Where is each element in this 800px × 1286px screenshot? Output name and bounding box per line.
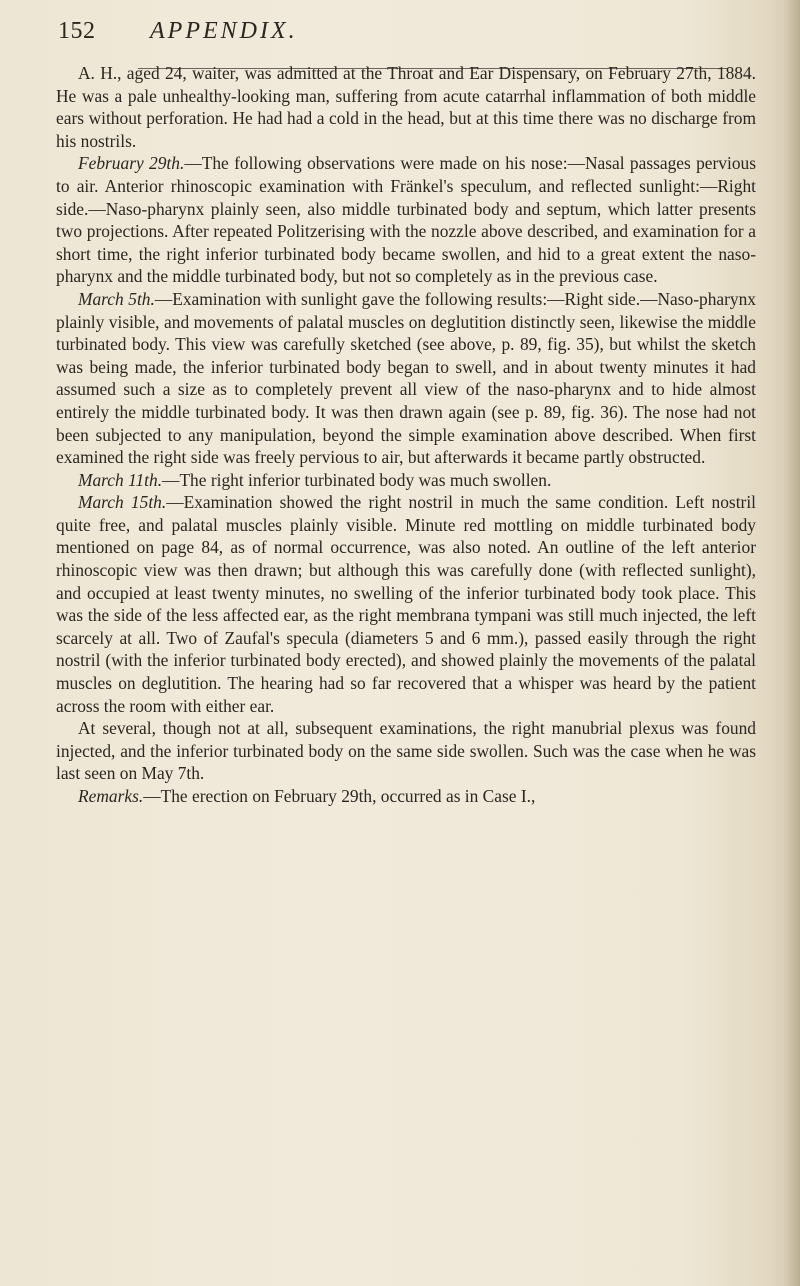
paragraph-march-15 — [56, 491, 756, 717]
paragraph-text: At several, though not at all, subsequent examinations, the right manubrial plexus was found injected, and the inferior turbinated body on the same side swollen. Such was the case when he was last seen on May 7th. — [56, 718, 756, 784]
paragraph-text: A. H., aged 24, waiter, was admitted at the Throat and Ear Dispensary, on February 27th, 1884. He was a pale unhealthy-looking man, suffering from acute catarrhal inflammation of both middle ears without perforation. He had had a cold in the head, but at this time there was no discharge from his nostrils. — [56, 63, 756, 151]
page-edge-shadow — [786, 0, 800, 1286]
paragraph-text: —Examination with sunlight gave the following results:—Right side.—Naso-pharynx plainly visible, and movements of palatal muscles on deglutition distinctly seen, likewise the middle turbinated body. This view was carefully sketched (see above, p. 89, fig. 35), but whilst the sketch was being made, the inferior turbinated body began to swell, and in about twenty minutes it had assumed such a size as to completely prevent all view of the naso-pharynx and to hide almost entirely the middle turbinated body. It was then drawn again (see p. 89, fig. 36). The nose had not been subjected to any manipulation, beyond the simple examination above described. When first examined the right side was freely pervious to air, but afterwards it became partly obstructed. — [56, 288, 756, 468]
paragraph-text: —Examination showed the right nostril in much the same condition. Left nostril quite free, and palatal muscles plainly visible. Minute red mottling on middle turbinated body mentioned on page 84, as of normal occurrence, was also noted. An outline of the left anterior rhinoscopic view was then drawn; but although this was carefully done (with reflected sunlight), and occupied at least twenty minutes, no swelling of the inferior turbinated body took place. This was the side of the less affected ear, as the right membrana tympani was still much injected, the left scarcely at all. Two of Zaufal's specula (diameters 5 and 6 mm.), passed easily through the right nostril (with the inferior turbinated body erected), and showed plainly the movements of the palatal muscles on deglutition. The hearing had so far recovered that a whisper was heard by the patient across the room with either ear. — [56, 492, 756, 716]
paragraph-text: —The following observations were made on his nose:—Nasal passages pervious to air. Anterior rhinoscopic examination with Fränkel's speculum, and reflected sunlight:—Right side.—Naso-pharynx plainly seen, also middle turbinated body and septum, which latter presents two projections. After repeated Politzerising with the nozzle above described, and examination for a short time, the right inferior turbinated body became swollen, and hid to a great extent the naso-pharynx and the middle turbinated body, but not so completely as in the previous case. — [56, 153, 756, 287]
paragraph-text: —The erection on February 29th, occurred as in Case I., — [143, 786, 536, 806]
paragraph-lead: February 29th. — [78, 153, 185, 174]
body-text — [56, 62, 756, 808]
paragraph-text: —The right inferior turbinated body was much swollen. — [162, 469, 552, 490]
running-head: APPENDIX. — [150, 18, 298, 44]
paragraph-lead: March 15th. — [78, 492, 167, 513]
paragraph-march-5 — [56, 288, 756, 469]
page-header — [58, 18, 748, 58]
paragraph-february-29 — [56, 152, 756, 288]
paragraph-lead: March 5th. — [78, 288, 155, 309]
paragraph-lead: March 11th. — [78, 469, 163, 490]
page-number: 152 — [58, 18, 96, 44]
paragraph-case-intro — [56, 62, 756, 152]
paragraph-subsequent-examinations — [56, 717, 756, 785]
paragraph-march-11 — [56, 469, 756, 492]
paragraph-lead: Remarks. — [78, 786, 144, 806]
paragraph-remarks — [56, 785, 756, 808]
